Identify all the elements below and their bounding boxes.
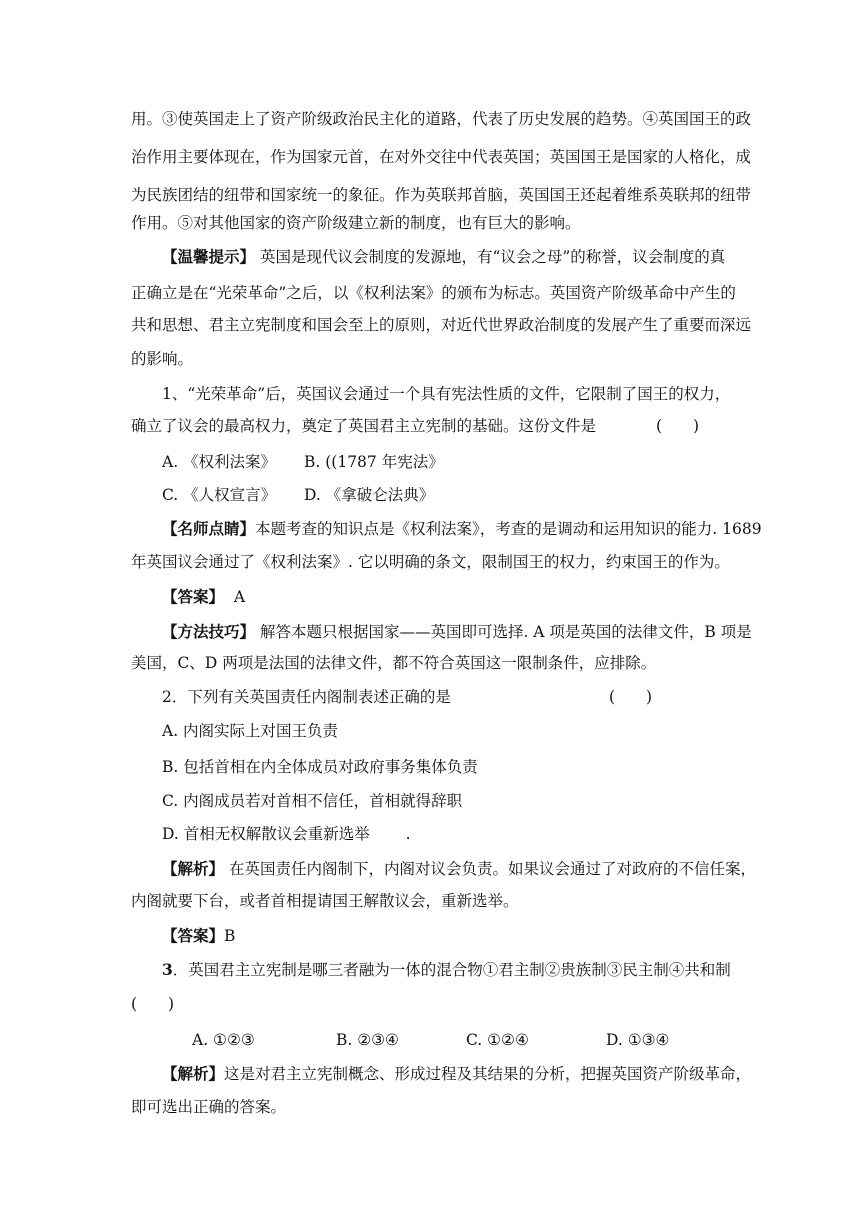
q3-option-d: D. ①③④	[606, 1031, 670, 1049]
q1-method-label: 【方法技巧】	[162, 622, 256, 641]
intro-line-2: 治作用主要体现在，作为国家元首，在对外交往中代表英国；英国国王是国家的人格化，成	[131, 148, 752, 166]
q1-method-line-2: 美国，C、D 两项是法国的法律文件，都不符合英国这一限制条件，应排除。	[131, 654, 657, 672]
tip-line-3: 共和思想、君主立宪制度和国会至上的原则，对近代世界政治制度的发展产生了重要而深远	[131, 316, 752, 334]
q3-option-b: B. ②③④	[336, 1031, 399, 1049]
q2-answer-label: 【答案】	[162, 926, 225, 945]
q2-option-a: A. 内阁实际上对国王负责	[162, 722, 339, 740]
q3-analysis-line-1	[131, 1057, 762, 1091]
q1-method-text-1: 解答本题只根据国家——英国即可选择. A 项是英国的法律文件，B 项是	[255, 623, 752, 641]
q1-option-c: C. 《人权宣言》	[162, 486, 277, 504]
q3-options-row	[131, 1023, 792, 1057]
q1-answer-line	[131, 580, 762, 614]
q1-method-line-1	[131, 615, 762, 649]
q1-option-b: B. ((1787 年宪法》	[304, 453, 444, 471]
q2-analysis-label: 【解析】	[162, 859, 225, 878]
q2-option-c: C. 内阁成员若对首相不信任，首相就得辞职	[162, 792, 463, 810]
q2-analysis-line-1	[131, 852, 762, 886]
q1-answer-label: 【答案】	[162, 587, 225, 606]
q2-option-d: D. 首相无权解散议会重新选举 .	[162, 825, 411, 843]
q1-comment-text-1: 本题考查的知识点是《权利法案》，考查的是调动和运用知识的能力. 1689	[255, 520, 762, 538]
intro-line-3: 为民族团结的纽带和国家统一的象征。作为英联邦首脑，英国国王还起着维系英联邦的纽带	[131, 186, 752, 204]
q2-answer-blank: ( )	[609, 688, 653, 706]
q3-answer-blank: ( )	[131, 995, 175, 1013]
q1-line-1: 1、“光荣革命”后，英国议会通过一个具有宪法性质的文件，它限制了国王的权力，	[162, 385, 731, 403]
q2-option-b: B. 包括首相在内全体成员对政府事务集体负责	[162, 758, 478, 776]
q3-analysis-label: 【解析】	[162, 1064, 225, 1083]
tip-line-1	[131, 240, 762, 274]
q3-analysis-line-2: 即可选出正确的答案。	[131, 1098, 287, 1116]
q1-options-row-1	[131, 445, 762, 479]
q2-stem-line	[131, 680, 762, 714]
q2-analysis-line-2: 内阁就要下台，或者首相提请国王解散议会，重新选举。	[131, 892, 519, 910]
q3-stem-line	[131, 953, 762, 987]
intro-line-1: 用。③使英国走上了资产阶级政治民主化的道路，代表了历史发展的趋势。④英国国王的政	[131, 110, 752, 128]
q3-number: 3	[162, 960, 173, 979]
tip-line-2: 正确立是在“光荣革命”之后，以《权利法案》的颁布为标志。英国资产阶级革命中产生的	[131, 284, 736, 302]
intro-line-4: 作用。⑤对其他国家的资产阶级建立新的制度，也有巨大的影响。	[131, 214, 581, 232]
q1-answer-value: A	[224, 588, 246, 606]
q1-comment-line-1	[131, 512, 762, 546]
tip-line-4: 的影响。	[131, 350, 194, 368]
q2-analysis-text-1: 在英国责任内阁制下，内阁对议会负责。如果议会通过了对政府的不信任案，	[224, 860, 756, 878]
q2-answer-value: B	[224, 927, 236, 945]
q1-answer-blank: ( )	[656, 417, 700, 435]
tip-text-1: 英国是现代议会制度的发源地，有“议会之母”的称誉，议会制度的真	[255, 248, 726, 266]
q1-text-2: 确立了议会的最高权力，奠定了英国君主立宪制的基础。这份文件是	[131, 417, 597, 435]
q3-option-c: C. ①②④	[466, 1031, 529, 1049]
q1-option-a: A. 《权利法案》	[162, 453, 277, 471]
q1-comment-line-2: 年英国议会通过了《权利法案》. 它以明确的条文，限制国王的权力，约束国王的作为。	[131, 553, 730, 571]
tip-label: 【温馨提示】	[162, 247, 256, 266]
q2-answer-line	[131, 919, 762, 953]
q1-option-d: D. 《拿破仑法典》	[304, 486, 435, 504]
q3-option-a: A. ①②③	[192, 1031, 255, 1049]
q2-stem: 2．下列有关英国责任内阁制表述正确的是	[162, 688, 451, 706]
q1-options-row-2	[131, 478, 762, 512]
q3-analysis-text-1: 这是对君主立宪制概念、形成过程及其结果的分析，把握英国资产阶级革命，	[224, 1065, 752, 1083]
q1-comment-label: 【名师点睛】	[162, 519, 256, 538]
q3-stem: ．英国君主立宪制是哪三者融为一体的混合物①君主制②贵族制③民主制④共和制	[172, 961, 731, 979]
q1-line-2	[131, 409, 731, 443]
